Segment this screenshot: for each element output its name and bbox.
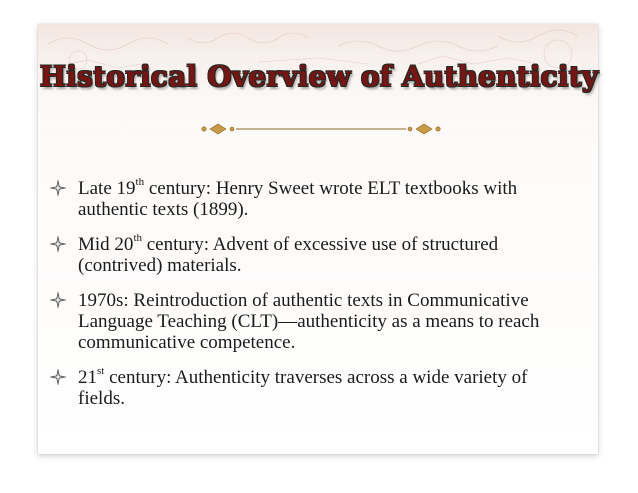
bullet-item [50, 290, 570, 353]
bullet-item [50, 231, 570, 276]
bullet-superscript: st [97, 364, 105, 377]
bullet-text: 1970s: Reintroduction of authentic texts in Communicative Language Teaching (CLT)—authenticity as a means to reach communicative competence. [78, 290, 540, 353]
bullet-text: Mid 20 [78, 234, 134, 255]
four-point-star-icon [50, 236, 66, 252]
bullet-text: century: Authenticity traverses across a wide variety of fields. [78, 367, 528, 409]
bullet-text: 21 [78, 367, 97, 388]
four-point-star-icon [50, 180, 66, 196]
bullet-superscript: th [133, 231, 142, 244]
four-point-star-icon [50, 369, 66, 385]
bullet-text: Late 19 [78, 178, 136, 199]
bullet-item [50, 364, 570, 409]
bullet-text: century: Advent of excessive use of structured (contrived) materials. [78, 234, 499, 276]
slide-title: Historical Overview of Authenticity [39, 60, 599, 93]
bullet-superscript: th [135, 175, 145, 188]
bullet-text: century: Henry Sweet wrote ELT textbooks with authentic texts (1899). [78, 178, 518, 220]
four-point-star-icon [50, 292, 66, 308]
bullet-list [50, 175, 570, 423]
diamond-ornament-divider-icon [200, 120, 442, 138]
bullet-item [50, 175, 570, 220]
